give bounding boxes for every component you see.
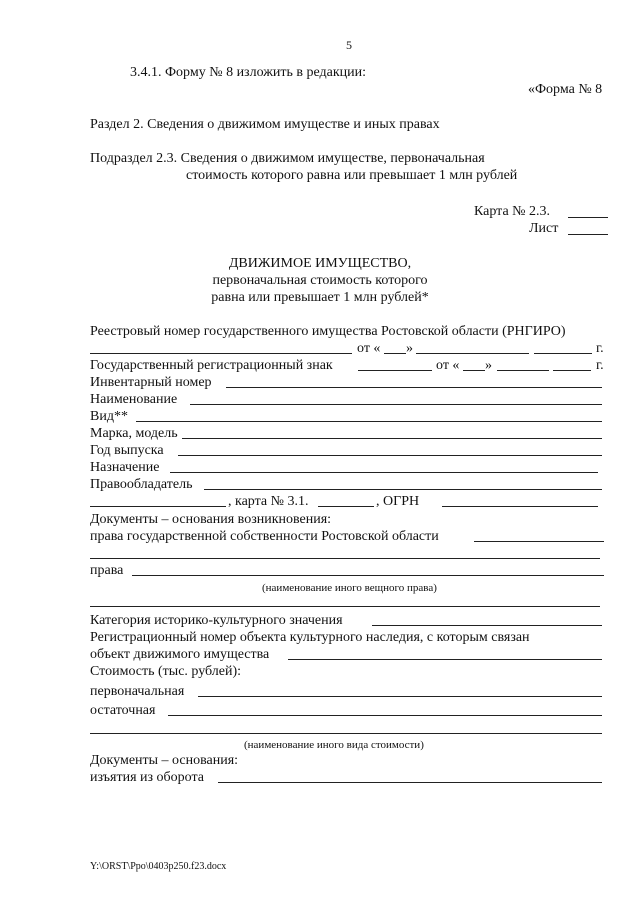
holder-field[interactable] [204,489,602,490]
state-reg-field[interactable] [358,370,432,371]
residual-cost-field[interactable] [168,715,602,716]
name-label: Наименование [90,392,178,407]
initial-cost-label: первоначальная [90,684,185,699]
registry-year-field[interactable] [534,353,592,354]
card-number-field[interactable] [568,217,608,218]
intro-text: 3.4.1. Форму № 8 изложить в редакции: [130,65,367,80]
state-reg-from-label: от « [436,358,460,373]
state-reg-label: Государственный регистрационный знак [90,358,333,373]
purpose-field[interactable] [170,472,598,473]
right-label: права [90,563,124,578]
registry-day-field[interactable] [384,353,406,354]
purpose-label: Назначение [90,460,160,475]
brand-label: Марка, модель [90,426,178,441]
registry-quote-close: » [406,341,413,356]
year-label: Год выпуска [90,443,164,458]
state-reg-day-field[interactable] [463,370,485,371]
inventory-label: Инвентарный номер [90,375,212,390]
brand-field[interactable] [182,438,602,439]
state-right-field-cont[interactable] [90,558,600,559]
card-ref-label: , карта № 3.1. [228,494,309,509]
registry-from-label: от « [357,341,381,356]
page-number: 5 [346,38,352,52]
category-field[interactable] [372,625,602,626]
registry-month-field[interactable] [416,353,529,354]
state-reg-year-suffix: г. [596,358,604,373]
subsection-heading-line2: стоимость которого равна или превышает 1 млн рублей [186,168,518,183]
subsection-heading-line1: Подраздел 2.3. Сведения о движимом имуществе, первоначальная [90,151,485,166]
year-field[interactable] [178,455,602,456]
holder-label: Правообладатель [90,477,193,492]
cost-caption: (наименование иного вида стоимости) [244,739,424,751]
card-ref-field[interactable] [318,506,374,507]
kind-field[interactable] [136,421,602,422]
document-title: ДВИЖИМОЕ ИМУЩЕСТВО, [228,256,412,271]
inventory-field[interactable] [226,387,602,388]
state-reg-quote-close: » [485,358,492,373]
category-label: Категория историко-культурного значения [90,613,343,628]
reg-num-label-line1: Регистрационный номер объекта культурного наследия, с которым связан [90,630,530,645]
cost-label: Стоимость (тыс. рублей): [90,664,242,679]
ogrn-label: , ОГРН [376,494,420,509]
card-label: Карта № 2.3. [474,204,551,219]
reg-num-field[interactable] [288,659,602,660]
kind-label: Вид** [90,409,128,424]
right-caption: (наименование иного вещного права) [262,582,437,594]
name-field[interactable] [190,404,602,405]
residual-cost-label: остаточная [90,703,156,718]
footer-path: Y:\ORST\Ppo\0403p250.f23.docx [90,861,227,872]
state-right-field[interactable] [474,541,604,542]
holder-name-field[interactable] [90,506,226,507]
docs-basis-label: Документы – основания: [90,753,239,768]
right-field[interactable] [132,575,604,576]
section-heading: Раздел 2. Сведения о движимом имуществе и иных правах [90,117,440,132]
registry-label: Реестровый номер государственного имущества Ростовской области (РНГИРО) [90,324,566,339]
state-right-label: права государственной собственности Ростовской области [90,529,439,544]
right-field-cont[interactable] [90,606,600,607]
docs-origin-label: Документы – основания возникновения: [90,512,332,527]
title-line3: равна или превышает 1 млн рублей* [211,290,429,305]
form-label: «Форма № 8 [528,82,603,97]
title-line2: первоначальная стоимость которого [212,273,428,288]
registry-year-suffix: г. [596,341,604,356]
ogrn-field[interactable] [442,506,598,507]
other-cost-field[interactable] [90,733,602,734]
withdrawal-field[interactable] [218,782,602,783]
initial-cost-field[interactable] [198,696,602,697]
withdrawal-label: изъятия из оборота [90,770,204,785]
registry-number-field[interactable] [90,353,352,354]
state-reg-month-field[interactable] [497,370,549,371]
reg-num-label-line2: объект движимого имущества [90,647,270,662]
sheet-number-field[interactable] [568,234,608,235]
state-reg-year-field[interactable] [553,370,591,371]
sheet-label: Лист [529,221,559,236]
